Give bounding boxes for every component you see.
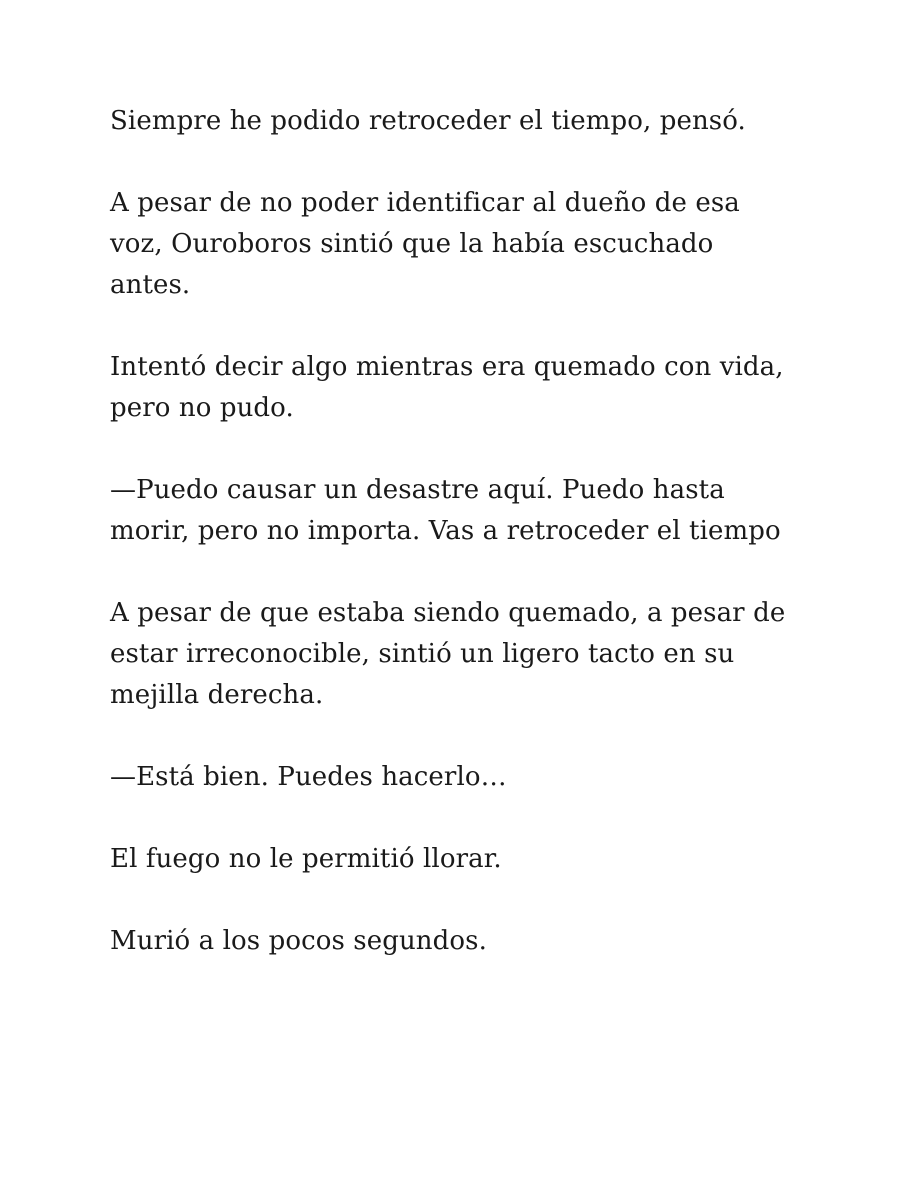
paragraph: —Está bien. Puedes hacerlo… bbox=[110, 762, 507, 792]
paragraph: El fuego no le permitió llorar. bbox=[110, 844, 502, 874]
paragraph: Murió a los pocos segundos. bbox=[110, 926, 487, 956]
paragraph: A pesar de no poder identificar al dueño de esa voz, Ouroboros sintió que la había escuchado antes. bbox=[110, 188, 740, 300]
text-column bbox=[110, 101, 800, 1003]
paragraph: Intentó decir algo mientras era quemado con vida, pero no pudo. bbox=[110, 352, 784, 423]
paragraph: Siempre he podido retroceder el tiempo, pensó. bbox=[110, 106, 746, 136]
paragraph: A pesar de que estaba siendo quemado, a pesar de estar irreconocible, sintió un ligero tacto en su mejilla derecha. bbox=[110, 598, 786, 710]
paragraph: —Puedo causar un desastre aquí. Puedo hasta morir, pero no importa. Vas a retroceder el tiempo bbox=[110, 475, 781, 546]
